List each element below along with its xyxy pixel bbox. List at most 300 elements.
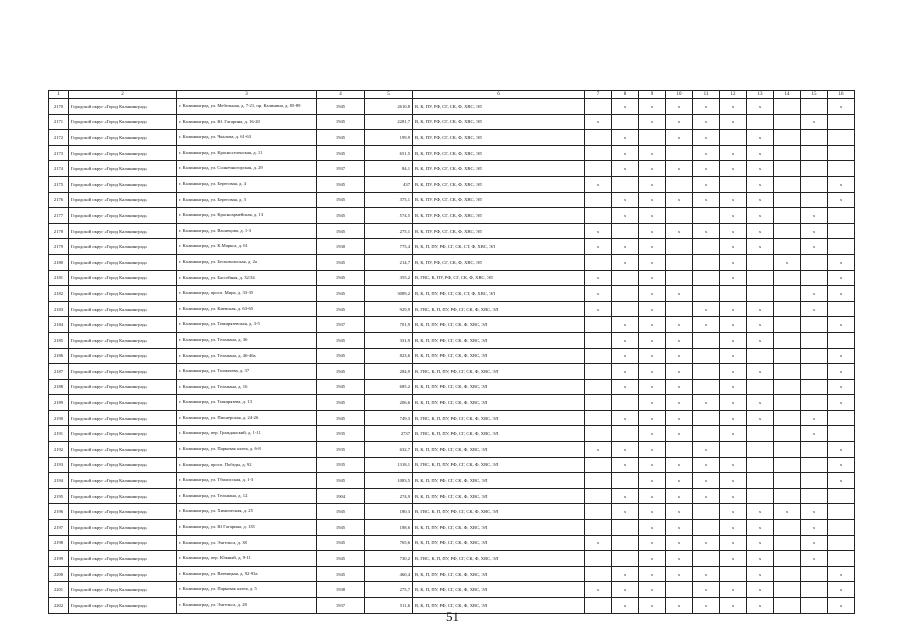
mark-cell: х xyxy=(612,457,639,473)
mark-cell xyxy=(828,488,855,504)
area: 823,6 xyxy=(365,348,413,364)
works-list: В, К, ПУ, РФ, СГ, СК, Ф, ХВС, ЭЛ xyxy=(413,161,585,177)
mark-cell xyxy=(585,130,612,146)
mark-cell: х xyxy=(747,582,774,598)
table-row xyxy=(49,208,855,224)
mark-cell: х xyxy=(666,286,693,302)
mark-cell: х xyxy=(666,130,693,146)
row-number: 2188 xyxy=(49,379,69,395)
mark-cell: х xyxy=(720,535,747,551)
table-row xyxy=(49,379,855,395)
area: 2281,7 xyxy=(365,114,413,130)
mark-cell: х xyxy=(666,364,693,380)
mark-cell xyxy=(585,161,612,177)
row-number: 2184 xyxy=(49,317,69,333)
mark-cell: х xyxy=(639,410,666,426)
works-list: В, К, ПУ, РФ, СГ, СК, Ф, ХВС, ЭЛ xyxy=(413,130,585,146)
mark-cell xyxy=(585,364,612,380)
mark-cell xyxy=(801,348,828,364)
table-row xyxy=(49,504,855,520)
district-name: Городской округ «Город Калининград» xyxy=(69,176,177,192)
mark-cell: х xyxy=(693,145,720,161)
mark-cell: х xyxy=(666,457,693,473)
area: 460,4 xyxy=(365,566,413,582)
mark-cell: х xyxy=(693,176,720,192)
mark-cell: х xyxy=(747,395,774,411)
works-list: В, ГВС, К, ПУ, РФ, СГ, СК, Ф, ХВС, ЭЛ xyxy=(413,270,585,286)
mark-cell xyxy=(693,332,720,348)
mark-cell: х xyxy=(747,317,774,333)
mark-cell xyxy=(693,410,720,426)
works-list: В, К, П, ПУ, РФ, СГ, СК, Ф, ХВС, ЭЛ xyxy=(413,379,585,395)
row-number: 2181 xyxy=(49,270,69,286)
address: г. Калининград, ул. Солнечногорская, д. 29 xyxy=(177,161,317,177)
works-list: В, К, ПУ, РФ, СГ, СК, Ф, ХВС, ЭЛ xyxy=(413,208,585,224)
mark-cell: х xyxy=(801,426,828,442)
mark-cell: х xyxy=(639,457,666,473)
works-list: В, ГВС, К, П, ПУ, РФ, СГ, СК, Ф, ХВС, ЭЛ xyxy=(413,426,585,442)
mark-cell: х xyxy=(828,254,855,270)
mark-cell xyxy=(801,395,828,411)
mark-cell: х xyxy=(612,145,639,161)
area: 206,6 xyxy=(365,395,413,411)
mark-cell: х xyxy=(747,520,774,536)
mark-cell: х xyxy=(828,192,855,208)
mark-cell xyxy=(585,551,612,567)
column-number: 6 xyxy=(413,91,585,99)
mark-cell: х xyxy=(747,99,774,115)
table-row xyxy=(49,301,855,317)
address: г. Калининград, ул. Тельмана, д. 36 xyxy=(177,332,317,348)
build-year: 1945 xyxy=(317,270,365,286)
mark-cell: х xyxy=(666,488,693,504)
mark-cell: х xyxy=(666,348,693,364)
mark-cell: х xyxy=(747,130,774,146)
mark-cell xyxy=(801,473,828,489)
mark-cell xyxy=(801,270,828,286)
mark-cell xyxy=(585,208,612,224)
mark-cell: х xyxy=(747,223,774,239)
column-number: 15 xyxy=(801,91,828,99)
mark-cell: х xyxy=(747,332,774,348)
column-number: 11 xyxy=(693,91,720,99)
mark-cell: х xyxy=(585,582,612,598)
area: 275,7 xyxy=(365,582,413,598)
mark-cell xyxy=(612,286,639,302)
column-number: 5 xyxy=(365,91,413,99)
mark-cell: х xyxy=(612,566,639,582)
mark-cell: х xyxy=(585,301,612,317)
build-year: 1945 xyxy=(317,114,365,130)
area: 651,5 xyxy=(365,145,413,161)
mark-cell: х xyxy=(720,223,747,239)
table-row xyxy=(49,192,855,208)
mark-cell: х xyxy=(666,410,693,426)
area: 3089,2 xyxy=(365,286,413,302)
build-year: 1937 xyxy=(317,161,365,177)
row-number: 2171 xyxy=(49,114,69,130)
mark-cell: х xyxy=(693,488,720,504)
area: 775,4 xyxy=(365,239,413,255)
address: г. Калининград, ул. Береговая, д. 3 xyxy=(177,192,317,208)
works-list: В, К, ПУ, РФ, СГ, СК, Ф, ХВС, ЭЛ xyxy=(413,145,585,161)
mark-cell: х xyxy=(720,457,747,473)
mark-cell: х xyxy=(639,192,666,208)
table-row xyxy=(49,286,855,302)
mark-cell xyxy=(612,223,639,239)
table-row xyxy=(49,239,855,255)
mark-cell xyxy=(774,130,801,146)
build-year: 1945 xyxy=(317,395,365,411)
district-name: Городской округ «Город Калининград» xyxy=(69,301,177,317)
mark-cell xyxy=(693,286,720,302)
table-row xyxy=(49,535,855,551)
works-list: В, К, П, ПУ, РФ, СГ, СК, Ф, ХВС, ЭЛ xyxy=(413,488,585,504)
district-name: Городской округ «Город Калининград» xyxy=(69,254,177,270)
mark-cell xyxy=(666,301,693,317)
mark-cell: х xyxy=(774,504,801,520)
table-row xyxy=(49,317,855,333)
mark-cell xyxy=(774,364,801,380)
mark-cell xyxy=(666,254,693,270)
district-name: Городской округ «Город Калининград» xyxy=(69,566,177,582)
mark-cell: х xyxy=(720,270,747,286)
row-number: 2176 xyxy=(49,192,69,208)
works-list: В, К, П, ПУ, РФ, СГ, СК, Ф, ХВС, ЭЛ xyxy=(413,598,585,614)
row-number: 2173 xyxy=(49,145,69,161)
district-name: Городской округ «Город Калининград» xyxy=(69,364,177,380)
mark-cell: х xyxy=(666,99,693,115)
mark-cell xyxy=(720,442,747,458)
table-row xyxy=(49,176,855,192)
table-row xyxy=(49,223,855,239)
mark-cell: х xyxy=(612,379,639,395)
address: г. Калининград, ул. Тельмана, д. 16 xyxy=(177,379,317,395)
mark-cell: х xyxy=(720,395,747,411)
mark-cell: х xyxy=(693,457,720,473)
district-name: Городской округ «Город Калининград» xyxy=(69,192,177,208)
build-year: 1945 xyxy=(317,551,365,567)
mark-cell: х xyxy=(747,208,774,224)
address: г. Калининград, ул. Парковая аллея, д. 5 xyxy=(177,582,317,598)
mark-cell: х xyxy=(666,426,693,442)
works-list: В, К, П, ПУ, РФ, СГ, СК, Ф, ХВС, ЭЛ xyxy=(413,535,585,551)
mark-cell xyxy=(747,270,774,286)
column-number-row xyxy=(49,91,855,99)
district-name: Городской округ «Город Калининград» xyxy=(69,535,177,551)
row-number: 2195 xyxy=(49,488,69,504)
row-number: 2174 xyxy=(49,161,69,177)
mark-cell xyxy=(720,566,747,582)
build-year: 1945 xyxy=(317,176,365,192)
mark-cell: х xyxy=(828,566,855,582)
mark-cell xyxy=(747,488,774,504)
build-year: 1945 xyxy=(317,410,365,426)
works-list: В, К, ПУ, РФ, СГ, СК, Ф, ХВС, ЭЛ xyxy=(413,223,585,239)
column-number: 12 xyxy=(720,91,747,99)
mark-cell: х xyxy=(747,551,774,567)
mark-cell: х xyxy=(720,488,747,504)
build-year: 1945 xyxy=(317,145,365,161)
table-row xyxy=(49,551,855,567)
row-number: 2187 xyxy=(49,364,69,380)
mark-cell: х xyxy=(639,301,666,317)
mark-cell xyxy=(774,161,801,177)
mark-cell: х xyxy=(828,442,855,458)
address: г. Калининград, ул. Пионерская, д. 24-26 xyxy=(177,410,317,426)
mark-cell: х xyxy=(801,520,828,536)
column-number: 2 xyxy=(69,91,177,99)
area: 632,7 xyxy=(365,442,413,458)
mark-cell: х xyxy=(612,239,639,255)
works-list: В, К, ПУ, РФ, СГ, СК, Ф, ХВС, ЭЛ xyxy=(413,99,585,115)
area: 574,5 xyxy=(365,208,413,224)
mark-cell xyxy=(666,208,693,224)
column-number: 13 xyxy=(747,91,774,99)
column-number: 10 xyxy=(666,91,693,99)
table-row xyxy=(49,395,855,411)
mark-cell: х xyxy=(639,317,666,333)
build-year: 1904 xyxy=(317,488,365,504)
mark-cell xyxy=(774,114,801,130)
mark-cell xyxy=(693,426,720,442)
mark-cell xyxy=(801,442,828,458)
mark-cell: х xyxy=(747,364,774,380)
works-list: В, ГВС, К, П, ПУ, РФ, СГ, СК, Ф, ХВС, ЭЛ xyxy=(413,504,585,520)
mark-cell xyxy=(585,332,612,348)
mark-cell: х xyxy=(639,239,666,255)
mark-cell xyxy=(585,317,612,333)
mark-cell: х xyxy=(639,504,666,520)
mark-cell xyxy=(693,254,720,270)
mark-cell: х xyxy=(612,598,639,614)
mark-cell: х xyxy=(720,317,747,333)
mark-cell: х xyxy=(693,473,720,489)
table-row xyxy=(49,348,855,364)
district-name: Городской округ «Город Калининград» xyxy=(69,223,177,239)
mark-cell xyxy=(828,239,855,255)
mark-cell xyxy=(612,114,639,130)
mark-cell xyxy=(747,254,774,270)
address: г. Калининград, пер. Гражданский, д. 1-11 xyxy=(177,426,317,442)
mark-cell: х xyxy=(666,535,693,551)
mark-cell xyxy=(774,442,801,458)
column-number: 7 xyxy=(585,91,612,99)
address: г. Калининград, ул. Тимирязевская, д. 3-5 xyxy=(177,317,317,333)
mark-cell: х xyxy=(801,551,828,567)
mark-cell: х xyxy=(639,208,666,224)
mark-cell xyxy=(801,161,828,177)
area: 929,9 xyxy=(365,301,413,317)
area: 701,9 xyxy=(365,317,413,333)
district-name: Городской округ «Город Калининград» xyxy=(69,457,177,473)
works-list: В, К, ПУ, РФ, СГ, СК, Ф, ХВС, ЭЛ xyxy=(413,114,585,130)
mark-cell xyxy=(693,520,720,536)
mark-cell: х xyxy=(720,145,747,161)
mark-cell: х xyxy=(585,239,612,255)
address: г. Калининград, ул. Мебельная, д. 7-21, пр. Калинина, д. 85-89 xyxy=(177,99,317,115)
column-number: 14 xyxy=(774,91,801,99)
mark-cell xyxy=(774,317,801,333)
mark-cell: х xyxy=(828,176,855,192)
mark-cell xyxy=(747,442,774,458)
row-number: 2177 xyxy=(49,208,69,224)
mark-cell xyxy=(828,208,855,224)
row-number: 2170 xyxy=(49,99,69,115)
works-list: В, К, П, ПУ, РФ, СГ, СК, СТ, Ф, ХВС, ЭЛ xyxy=(413,286,585,302)
mark-cell: х xyxy=(639,566,666,582)
table-row xyxy=(49,161,855,177)
mark-cell: х xyxy=(720,114,747,130)
mark-cell xyxy=(720,286,747,302)
mark-cell xyxy=(747,473,774,489)
area: 355,2 xyxy=(365,270,413,286)
mark-cell xyxy=(774,473,801,489)
build-year: 1945 xyxy=(317,520,365,536)
mark-cell: х xyxy=(612,332,639,348)
works-list: В, К, П, ПУ, РФ, СГ, СК, Ф, ХВС, ЭЛ xyxy=(413,332,585,348)
district-name: Городской округ «Город Калининград» xyxy=(69,99,177,115)
area: 188,6 xyxy=(365,520,413,536)
page-number: 51 xyxy=(446,609,459,624)
mark-cell xyxy=(774,535,801,551)
works-list: В, ГВС, К, П, ПУ, РФ, СГ, СК, Ф, ХВС, ЭЛ xyxy=(413,410,585,426)
address: г. Калининград, ул. Красноселенская, д. 11 xyxy=(177,145,317,161)
mark-cell xyxy=(666,239,693,255)
mark-cell xyxy=(612,551,639,567)
mark-cell xyxy=(801,582,828,598)
mark-cell: х xyxy=(747,410,774,426)
area: 1083,5 xyxy=(365,473,413,489)
mark-cell xyxy=(801,99,828,115)
mark-cell: х xyxy=(801,410,828,426)
mark-cell xyxy=(828,426,855,442)
mark-cell: х xyxy=(666,161,693,177)
mark-cell xyxy=(774,520,801,536)
mark-cell: х xyxy=(639,348,666,364)
mark-cell xyxy=(801,364,828,380)
row-number: 2172 xyxy=(49,130,69,146)
column-number: 4 xyxy=(317,91,365,99)
column-number: 3 xyxy=(177,91,317,99)
mark-cell: х xyxy=(747,192,774,208)
table-row xyxy=(49,364,855,380)
mark-cell: х xyxy=(747,598,774,614)
row-number: 2180 xyxy=(49,254,69,270)
area: 2737 xyxy=(365,426,413,442)
area: 511,6 xyxy=(365,598,413,614)
address: г. Калининград, ул. Ю. Гагарина, д. 16-20 xyxy=(177,114,317,130)
area: 437 xyxy=(365,176,413,192)
mark-cell: х xyxy=(666,598,693,614)
district-name: Городской округ «Город Калининград» xyxy=(69,239,177,255)
mark-cell: х xyxy=(828,317,855,333)
mark-cell xyxy=(666,270,693,286)
mark-cell: х xyxy=(720,551,747,567)
row-number: 2197 xyxy=(49,520,69,536)
mark-cell xyxy=(774,348,801,364)
mark-cell: х xyxy=(828,395,855,411)
mark-cell: х xyxy=(801,114,828,130)
address: г. Калининград, ул. Химическая, д. 25 xyxy=(177,504,317,520)
mark-cell xyxy=(774,99,801,115)
mark-cell xyxy=(585,192,612,208)
works-list: В, К, ПУ, РФ, СГ, СК, Ф, ХВС, ЭЛ xyxy=(413,254,585,270)
mark-cell xyxy=(693,239,720,255)
mark-cell: х xyxy=(720,410,747,426)
table-body xyxy=(49,91,855,614)
area: 180,3 xyxy=(365,504,413,520)
mark-cell xyxy=(828,535,855,551)
mark-cell xyxy=(666,442,693,458)
district-name: Городской округ «Город Калининград» xyxy=(69,520,177,536)
mark-cell xyxy=(585,145,612,161)
mark-cell xyxy=(747,457,774,473)
mark-cell: х xyxy=(828,457,855,473)
mark-cell: х xyxy=(612,348,639,364)
address: г. Калининград, ул. Энгельса, д. 38 xyxy=(177,535,317,551)
district-name: Городской округ «Город Калининград» xyxy=(69,598,177,614)
mark-cell xyxy=(774,332,801,348)
mark-cell xyxy=(585,457,612,473)
mark-cell xyxy=(774,551,801,567)
works-list: В, ГВС, К, П, ПУ, РФ, СГ, СК, Ф, ХВС, ЭЛ xyxy=(413,301,585,317)
table-row xyxy=(49,130,855,146)
row-number: 2178 xyxy=(49,223,69,239)
mark-cell: х xyxy=(585,176,612,192)
mark-cell: х xyxy=(828,99,855,115)
row-number: 2192 xyxy=(49,442,69,458)
works-list: В, К, П, ПУ, РФ, СГ, СК, Ф, ХВС, ЭЛ xyxy=(413,442,585,458)
mark-cell: х xyxy=(828,582,855,598)
mark-cell: х xyxy=(639,114,666,130)
district-name: Городской округ «Город Калининград» xyxy=(69,114,177,130)
mark-cell: х xyxy=(639,176,666,192)
mark-cell: х xyxy=(639,332,666,348)
mark-cell xyxy=(693,504,720,520)
mark-cell xyxy=(774,176,801,192)
mark-cell: х xyxy=(639,254,666,270)
mark-cell: х xyxy=(639,582,666,598)
works-list: В, ГВС, К, П, ПУ, РФ, СГ, СК, Ф, ХВС, ЭЛ xyxy=(413,364,585,380)
mark-cell xyxy=(774,457,801,473)
mark-cell: х xyxy=(747,161,774,177)
mark-cell: х xyxy=(693,395,720,411)
table-row xyxy=(49,332,855,348)
address: г. Калининград, пер. Южный, д. 9-11 xyxy=(177,551,317,567)
mark-cell xyxy=(747,379,774,395)
mark-cell xyxy=(612,270,639,286)
build-year: 1945 xyxy=(317,348,365,364)
area: 2610,8 xyxy=(365,99,413,115)
table-row xyxy=(49,488,855,504)
area: 331,9 xyxy=(365,332,413,348)
mark-cell: х xyxy=(828,270,855,286)
mark-cell: х xyxy=(639,223,666,239)
address: г. Калининград, ул. Бассейная, д. 32/34 xyxy=(177,270,317,286)
mark-cell: х xyxy=(774,254,801,270)
mark-cell xyxy=(747,426,774,442)
mark-cell xyxy=(585,504,612,520)
mark-cell xyxy=(612,535,639,551)
row-number: 2202 xyxy=(49,598,69,614)
row-number: 2191 xyxy=(49,426,69,442)
mark-cell xyxy=(693,208,720,224)
mark-cell: х xyxy=(612,488,639,504)
mark-cell: х xyxy=(720,426,747,442)
build-year: 1937 xyxy=(317,598,365,614)
mark-cell xyxy=(828,504,855,520)
